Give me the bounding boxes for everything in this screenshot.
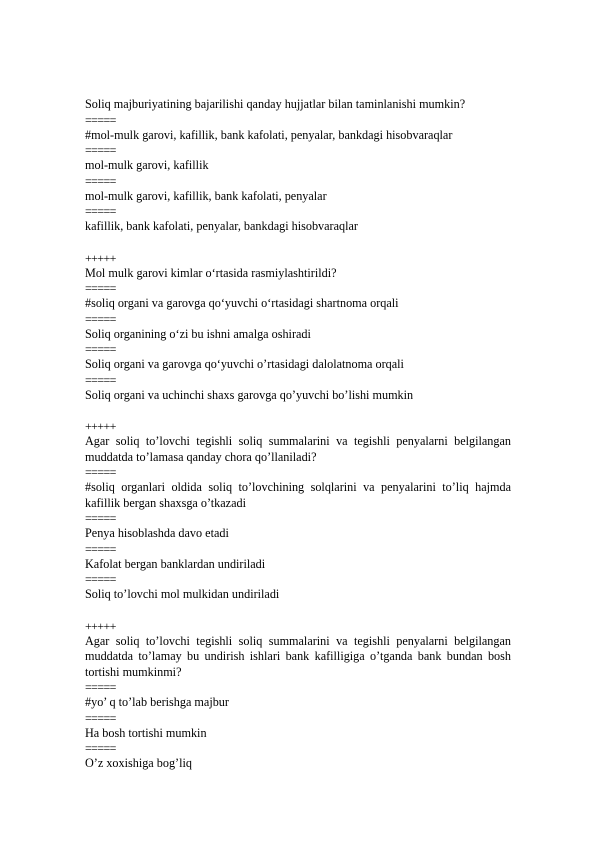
separator: ===== bbox=[85, 281, 116, 295]
separator: ===== bbox=[85, 204, 116, 218]
question-marker: +++++ bbox=[85, 419, 116, 433]
answer-option: mol-mulk garovi, kafillik, bank kafolati, penyalar bbox=[85, 188, 327, 203]
answer-option: Soliq organining o‘zi bu ishni amalga oshiradi bbox=[85, 326, 311, 341]
separator: ===== bbox=[85, 372, 116, 387]
answer-option: Kafolat bergan banklardan undiriladi bbox=[85, 556, 266, 571]
separator: ===== bbox=[85, 572, 116, 586]
separator: ===== bbox=[85, 342, 116, 356]
answer-option: kafillik, bank kafolati, penyalar, bankdagi hisobvaraqlar bbox=[85, 219, 358, 233]
spacer bbox=[85, 603, 511, 619]
spacer bbox=[85, 403, 511, 419]
answer-option: O’z xoxishiga bog’liq bbox=[85, 756, 192, 770]
quiz-content bbox=[85, 97, 511, 772]
answer-option-correct: #soliq organi va garovga qo‘yuvchi o‘rtasidagi shartnoma orqali bbox=[85, 296, 399, 310]
question-marker: +++++ bbox=[85, 250, 116, 265]
answer-option-correct: #soliq organlari oldida soliq to’lovchining solqlarini va penyalarini to’liq hajmda kafillik bergan shaxsga o’tkazadi bbox=[85, 480, 511, 510]
separator: ===== bbox=[85, 465, 116, 479]
spacer bbox=[85, 235, 511, 251]
question-text: Mol mulk garovi kimlar o‘rtasida rasmiylashtirildi? bbox=[85, 265, 337, 280]
question-text: Agar soliq to’lovchi tegishli soliq summalarini va tegishli penyalarni belgilangan muddatda to’lamay bu undirish ishlari bank kafilligiga o’tganda bank bundan bosh tortishi mumkinmi? bbox=[85, 633, 511, 679]
answer-option: Soliq organi va uchinchi shaxs garovga qo’yuvchi bo’lishi mumkin bbox=[85, 387, 414, 402]
separator: ===== bbox=[85, 112, 116, 127]
answer-option: Penya hisoblashda davo etadi bbox=[85, 526, 229, 540]
separator: ===== bbox=[85, 710, 116, 725]
question-marker: +++++ bbox=[85, 618, 116, 633]
separator: ===== bbox=[85, 173, 116, 188]
answer-option: mol-mulk garovi, kafillik bbox=[85, 158, 209, 172]
separator: ===== bbox=[85, 311, 116, 326]
separator: ===== bbox=[85, 511, 116, 525]
answer-option: Ha bosh tortishi mumkin bbox=[85, 725, 207, 740]
separator: ===== bbox=[85, 680, 116, 694]
answer-option-correct: #yo’ q to’lab berishga majbur bbox=[85, 695, 229, 709]
separator: ===== bbox=[85, 143, 116, 157]
answer-option: Soliq to’lovchi mol mulkidan undiriladi bbox=[85, 587, 280, 601]
question-text: Soliq majburiyatining bajarilishi qanday hujjatlar bilan taminlanishi mumkin? bbox=[85, 97, 466, 111]
question-text: Agar soliq to’lovchi tegishli soliq summalarini va tegishli penyalarni belgilangan muddatda to’lamasa qanday chora qo’llaniladi? bbox=[85, 434, 511, 464]
answer-option: Soliq organi va garovga qo‘yuvchi o’rtasidagi dalolatnoma orqali bbox=[85, 357, 404, 371]
separator: ===== bbox=[85, 541, 116, 556]
separator: ===== bbox=[85, 741, 116, 755]
answer-option-correct: #mol-mulk garovi, kafillik, bank kafolati, penyalar, bankdagi hisobvaraqlar bbox=[85, 127, 453, 142]
